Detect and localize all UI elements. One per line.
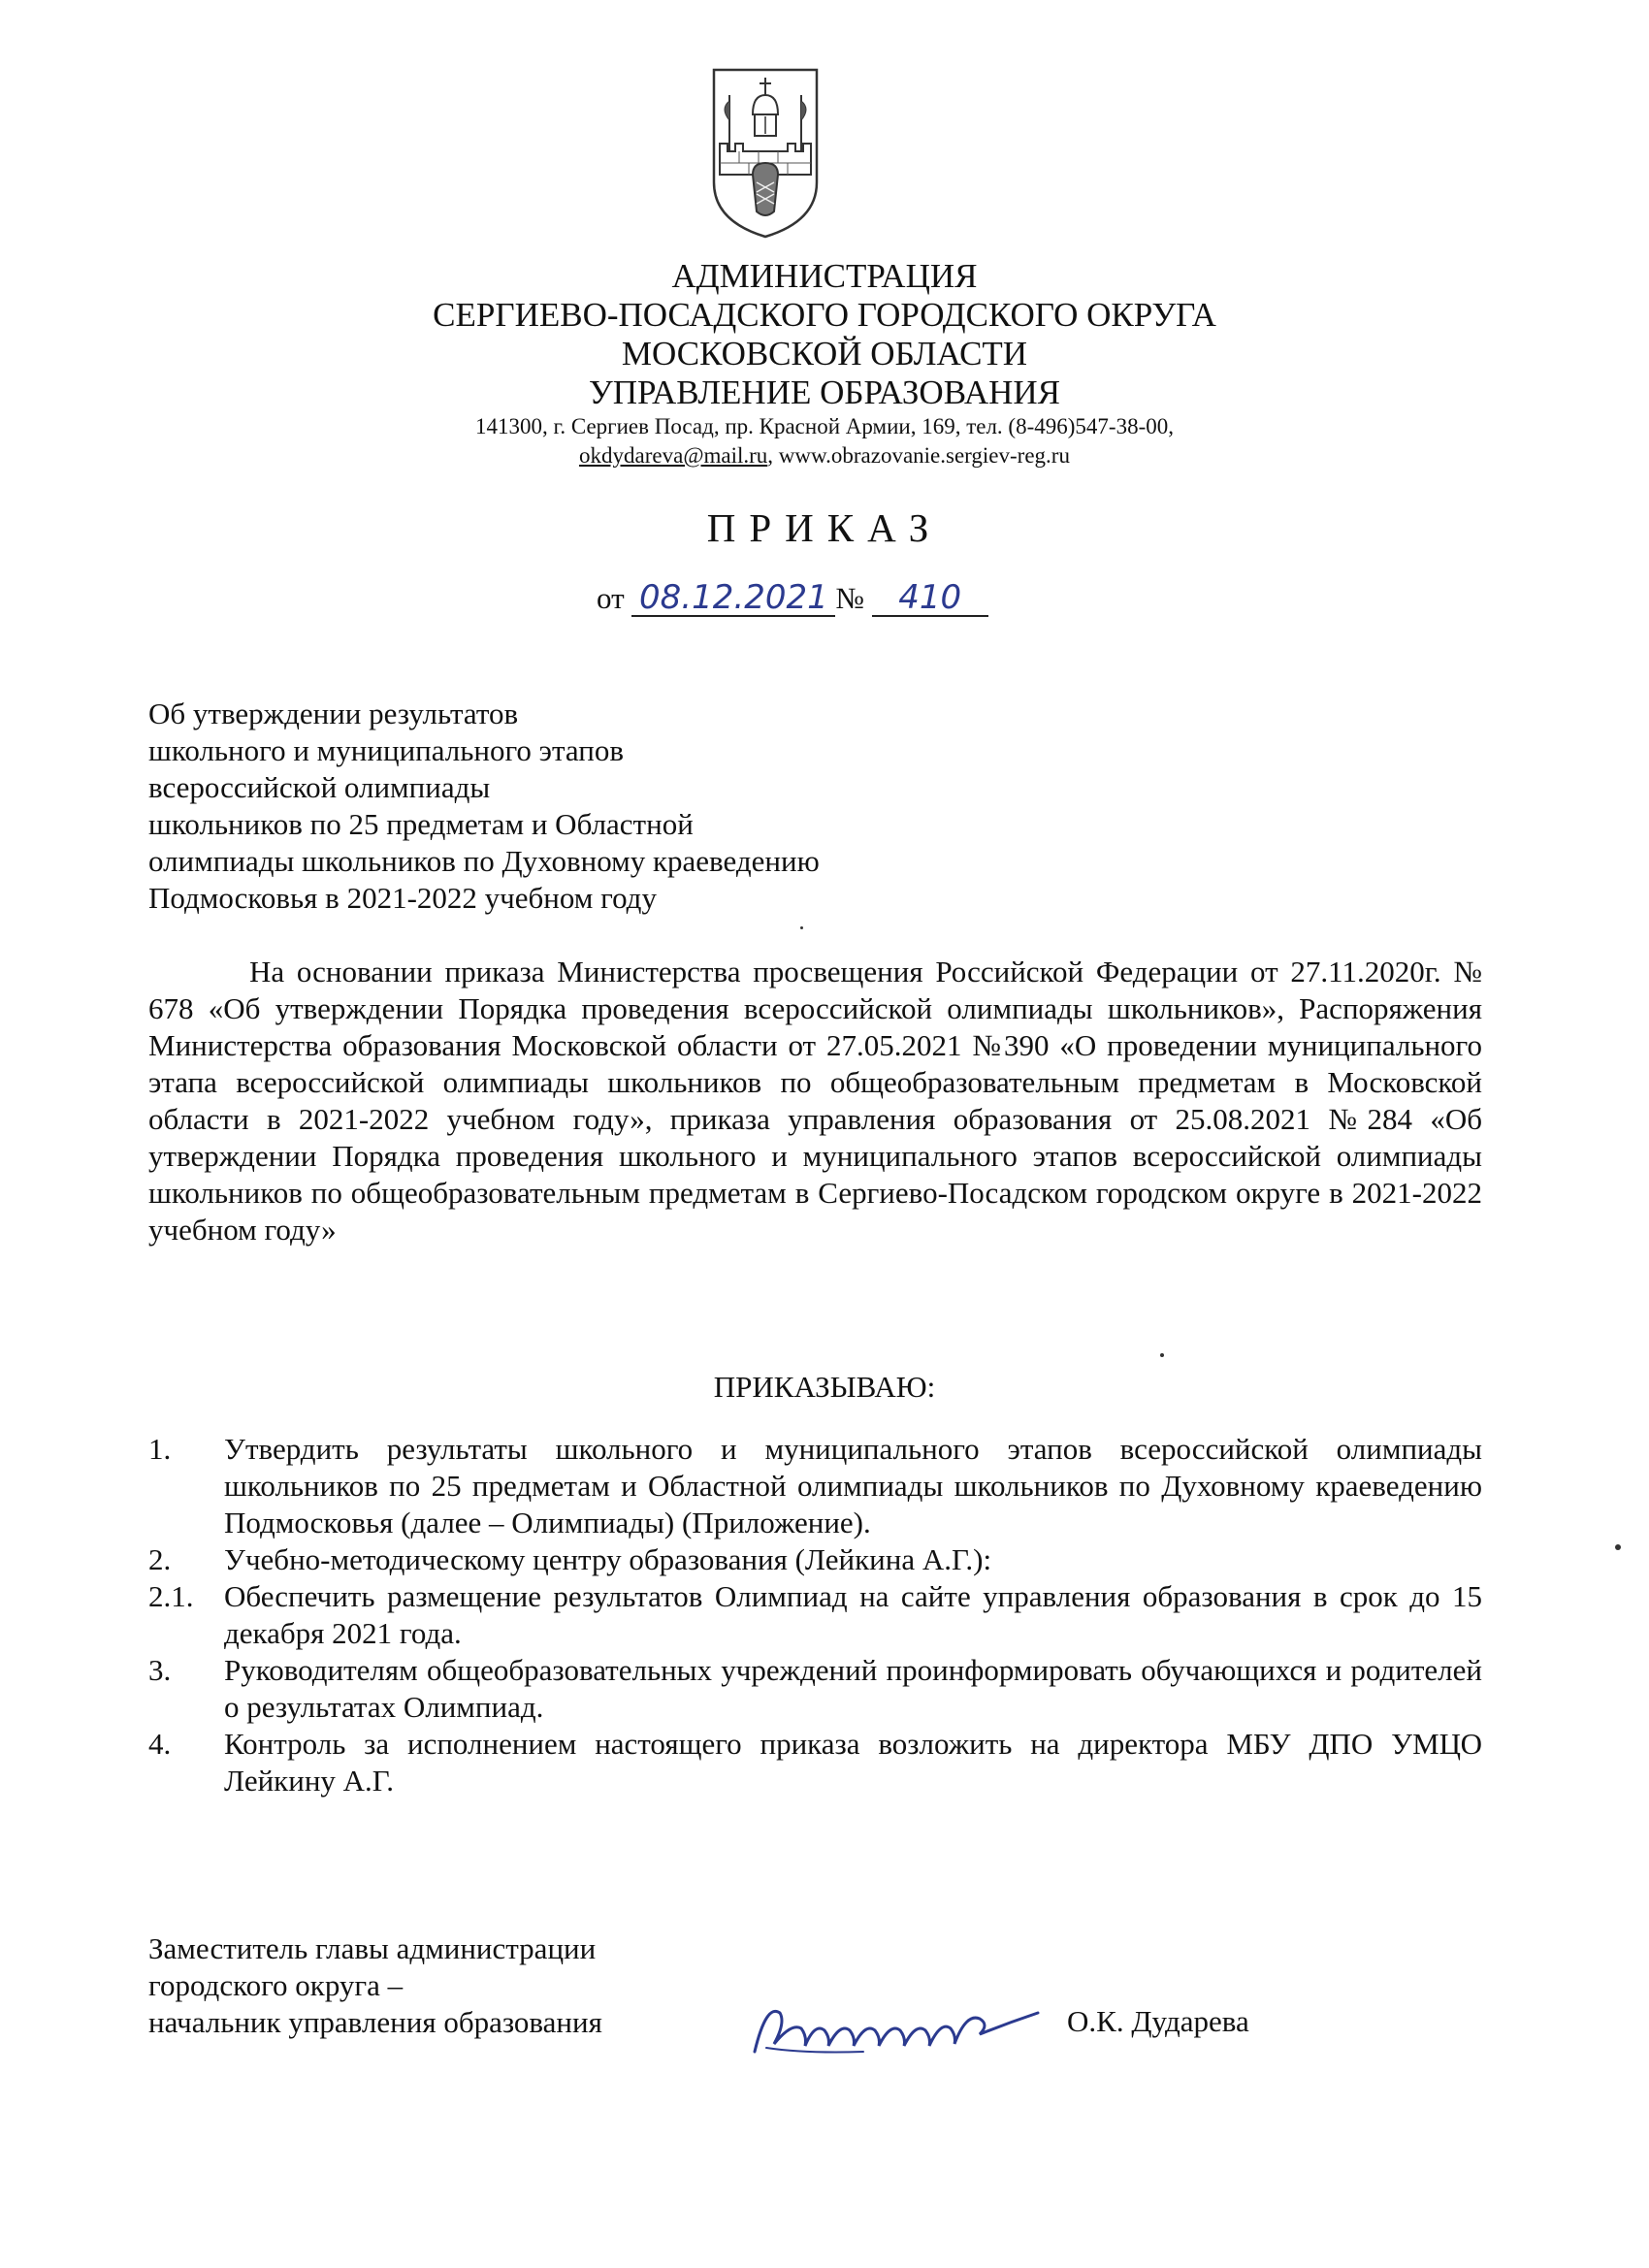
- website-text: , www.obrazovanie.sergiev-reg.ru: [767, 443, 1070, 468]
- scan-speck: [1615, 1544, 1621, 1550]
- basis-paragraph: На основании приказа Министерства просвещения Российской Федерации от 27.11.2020г. № 678 «Об утверждении Порядка проведения всероссийской олимпиады школьников», Распоряжения Министерства образования Московской области от 27.05.2021 №390 «О проведении муниципального этапа всероссийской олимпиады школьников по общеобразовательным предметам в Московской области в 2021-2022 учебном году», приказа управления образования от 25.08.2021 №284 «Об утверждении Порядка проведения школьного и муниципального этапов всероссийской олимпиады школьников по общеобразовательным предметам в Сергиево-Посадском городском округе в 2021-2022 учебном году»: [148, 955, 1482, 1247]
- scan-speck: [800, 926, 803, 929]
- coat-of-arms-emblem: [710, 66, 821, 241]
- order-subject: [148, 696, 820, 917]
- org-name-line: МОСКОВСКОЙ ОБЛАСТИ: [621, 335, 1028, 373]
- item-number: 1.: [148, 1432, 172, 1466]
- item-text: Учебно-методическому центру образования (Лейкина А.Г.):: [224, 1542, 992, 1576]
- signer-name: О.К. Дударева: [1067, 2004, 1249, 2038]
- organization-header: [0, 257, 1649, 470]
- order-items-list: [148, 1431, 1482, 1799]
- order-date-number: [597, 580, 988, 617]
- subject-line: олимпиады школьников по Духовному краеведению: [148, 844, 820, 878]
- position-line: начальник управления образования: [148, 2005, 602, 2039]
- subject-line: Подмосковья в 2021-2022 учебном году: [148, 881, 657, 915]
- item-number: 4.: [148, 1727, 172, 1761]
- item-text: Контроль за исполнением настоящего приказа возложить на директора МБУ ДПО УМЦО Лейкину А.Г.: [224, 1727, 1482, 1798]
- decree-heading: ПРИКАЗЫВАЮ:: [713, 1370, 936, 1404]
- order-number: 410: [872, 580, 988, 617]
- order-date: 08.12.2021: [631, 580, 835, 617]
- email-link[interactable]: okdydareva@mail.ru: [579, 443, 768, 468]
- number-prefix: №: [835, 581, 864, 615]
- handwritten-signature: [747, 1984, 1057, 2071]
- position-line: городского округа –: [148, 1968, 404, 2002]
- subject-line: Об утверждении результатов: [148, 697, 519, 730]
- date-prefix: от: [597, 581, 625, 615]
- subject-line: школьников по 25 предметам и Областной: [148, 807, 694, 841]
- item-text: Руководителям общеобразовательных учреждений проинформировать обучающихся и родителей о результатах Олимпиад.: [224, 1653, 1482, 1724]
- scan-speck: [1160, 1353, 1164, 1357]
- subject-line: школьного и муниципального этапов: [148, 733, 624, 767]
- org-name-line: АДМИНИСТРАЦИЯ: [671, 257, 978, 295]
- list-item: [148, 1541, 1482, 1578]
- list-item: [148, 1578, 1482, 1652]
- signer-position: [148, 1930, 602, 2041]
- list-item: [148, 1726, 1482, 1799]
- item-text: Утвердить результаты школьного и муниципального этапов всероссийской олимпиады школьников по 25 предметам и Областной олимпиады школьников по Духовному краеведению Подмосковья (далее – Олимпиады) (Приложение).: [224, 1432, 1482, 1539]
- subject-line: всероссийской олимпиады: [148, 770, 491, 804]
- item-number: 3.: [148, 1653, 172, 1687]
- item-number: 2.1.: [148, 1579, 194, 1613]
- org-name-line: СЕРГИЕВО-ПОСАДСКОГО ГОРОДСКОГО ОКРУГА: [433, 296, 1216, 334]
- org-name-line: УПРАВЛЕНИЕ ОБРАЗОВАНИЯ: [588, 373, 1061, 411]
- org-address: 141300, г. Сергиев Посад, пр. Красной Армии, 169, тел. (8-496)547-38-00,: [475, 414, 1174, 438]
- org-contacts: [0, 441, 1649, 470]
- item-number: 2.: [148, 1542, 172, 1576]
- document-title: ПРИКАЗ: [706, 505, 943, 550]
- list-item: [148, 1652, 1482, 1726]
- item-text: Обеспечить размещение результатов Олимпиад на сайте управления образования в срок до 15 декабря 2021 года.: [224, 1579, 1482, 1650]
- list-item: [148, 1431, 1482, 1541]
- position-line: Заместитель главы администрации: [148, 1931, 597, 1965]
